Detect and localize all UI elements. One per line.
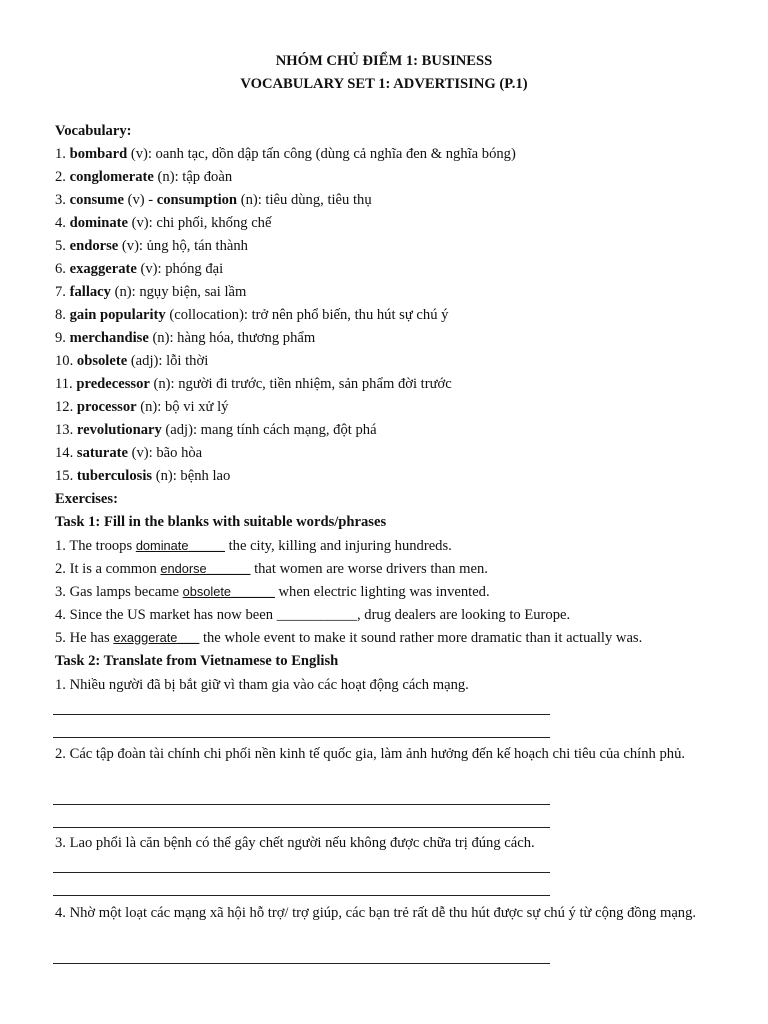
vocab-item: 13. revolutionary (adj): mang tính cách mạng, đột phá: [55, 422, 377, 438]
vocab-item: 15. tuberculosis (n): bệnh lao: [55, 468, 231, 484]
task1-heading: Task 1: Fill in the blanks with suitable words/phrases: [55, 514, 387, 530]
filled-answer: obsolete: [182, 584, 232, 599]
task2-prompt: 3. Lao phổi là căn bệnh có thể gây chết người nếu không được chữa trị đúng cách.: [55, 835, 535, 851]
vocabulary-heading: Vocabulary:: [55, 123, 132, 139]
title-line-1: NHÓM CHỦ ĐIỂM 1: BUSINESS: [275, 53, 493, 69]
vocab-item: 3. consume (v) - consumption (n): tiêu dùng, tiêu thụ: [55, 192, 372, 208]
task2-prompt: 1. Nhiều người đã bị bắt giữ vì tham gia vào các hoạt động cách mạng.: [55, 677, 469, 693]
vocab-item: 14. saturate (v): bão hòa: [55, 445, 203, 461]
filled-answer: exaggerate: [113, 630, 178, 645]
answer-line: [53, 895, 550, 896]
answer-line: [53, 872, 550, 873]
answer-line: [53, 804, 550, 805]
task2-heading: Task 2: Translate from Vietnamese to English: [55, 653, 339, 669]
vocab-item: 10. obsolete (adj): lỗi thời: [55, 353, 209, 369]
filled-answer: dominate: [135, 538, 189, 553]
vocab-item: 2. conglomerate (n): tập đoàn: [55, 169, 233, 185]
answer-line: [53, 963, 550, 964]
answer-line: [53, 827, 550, 828]
answer-line: [53, 737, 550, 738]
vocab-item: 9. merchandise (n): hàng hóa, thương phẩm: [55, 330, 316, 346]
task1-item: 5. He has exaggerate___ the whole event to make it sound rather more dramatic than it actually was.: [55, 630, 643, 646]
answer-line: [53, 714, 550, 715]
filled-answer: endorse: [160, 561, 207, 576]
vocab-item: 6. exaggerate (v): phóng đại: [55, 261, 224, 277]
vocab-item: 4. dominate (v): chi phối, khống chế: [55, 215, 272, 231]
task2-prompt: 4. Nhờ một loạt các mạng xã hội hỗ trợ/ trợ giúp, các bạn trẻ rất dễ thu hút được sự chú ý từ cộng đồng mạng.: [55, 905, 697, 921]
vocab-item: 8. gain popularity (collocation): trở nên phổ biến, thu hút sự chú ý: [55, 307, 449, 323]
task2-prompt: 2. Các tập đoàn tài chính chi phối nền kinh tế quốc gia, làm ảnh hưởng đến kế hoạch chi tiêu của chính phủ.: [55, 746, 686, 762]
vocab-item: 5. endorse (v): ủng hộ, tán thành: [55, 238, 248, 254]
task1-item: 3. Gas lamps became obsolete______ when electric lighting was invented.: [55, 584, 490, 600]
vocab-item: 11. predecessor (n): người đi trước, tiền nhiệm, sản phẩm đời trước: [55, 376, 452, 392]
answer-blank: ___________: [276, 607, 357, 623]
exercises-heading: Exercises:: [55, 491, 118, 507]
vocab-item: 1. bombard (v): oanh tạc, dồn dập tấn công (dùng cả nghĩa đen & nghĩa bóng): [55, 146, 516, 162]
task1-item: 1. The troops dominate_____ the city, killing and injuring hundreds.: [55, 538, 452, 554]
title-line-2: VOCABULARY SET 1: ADVERTISING (P.1): [240, 76, 528, 92]
vocab-item: 12. processor (n): bộ vi xử lý: [55, 399, 229, 415]
task1-item: 2. It is a common endorse______ that women are worse drivers than men.: [55, 561, 488, 577]
vocab-item: 7. fallacy (n): ngụy biện, sai lầm: [55, 284, 247, 300]
task1-item: 4. Since the US market has now been ___________, drug dealers are looking to Europe.: [55, 607, 571, 623]
